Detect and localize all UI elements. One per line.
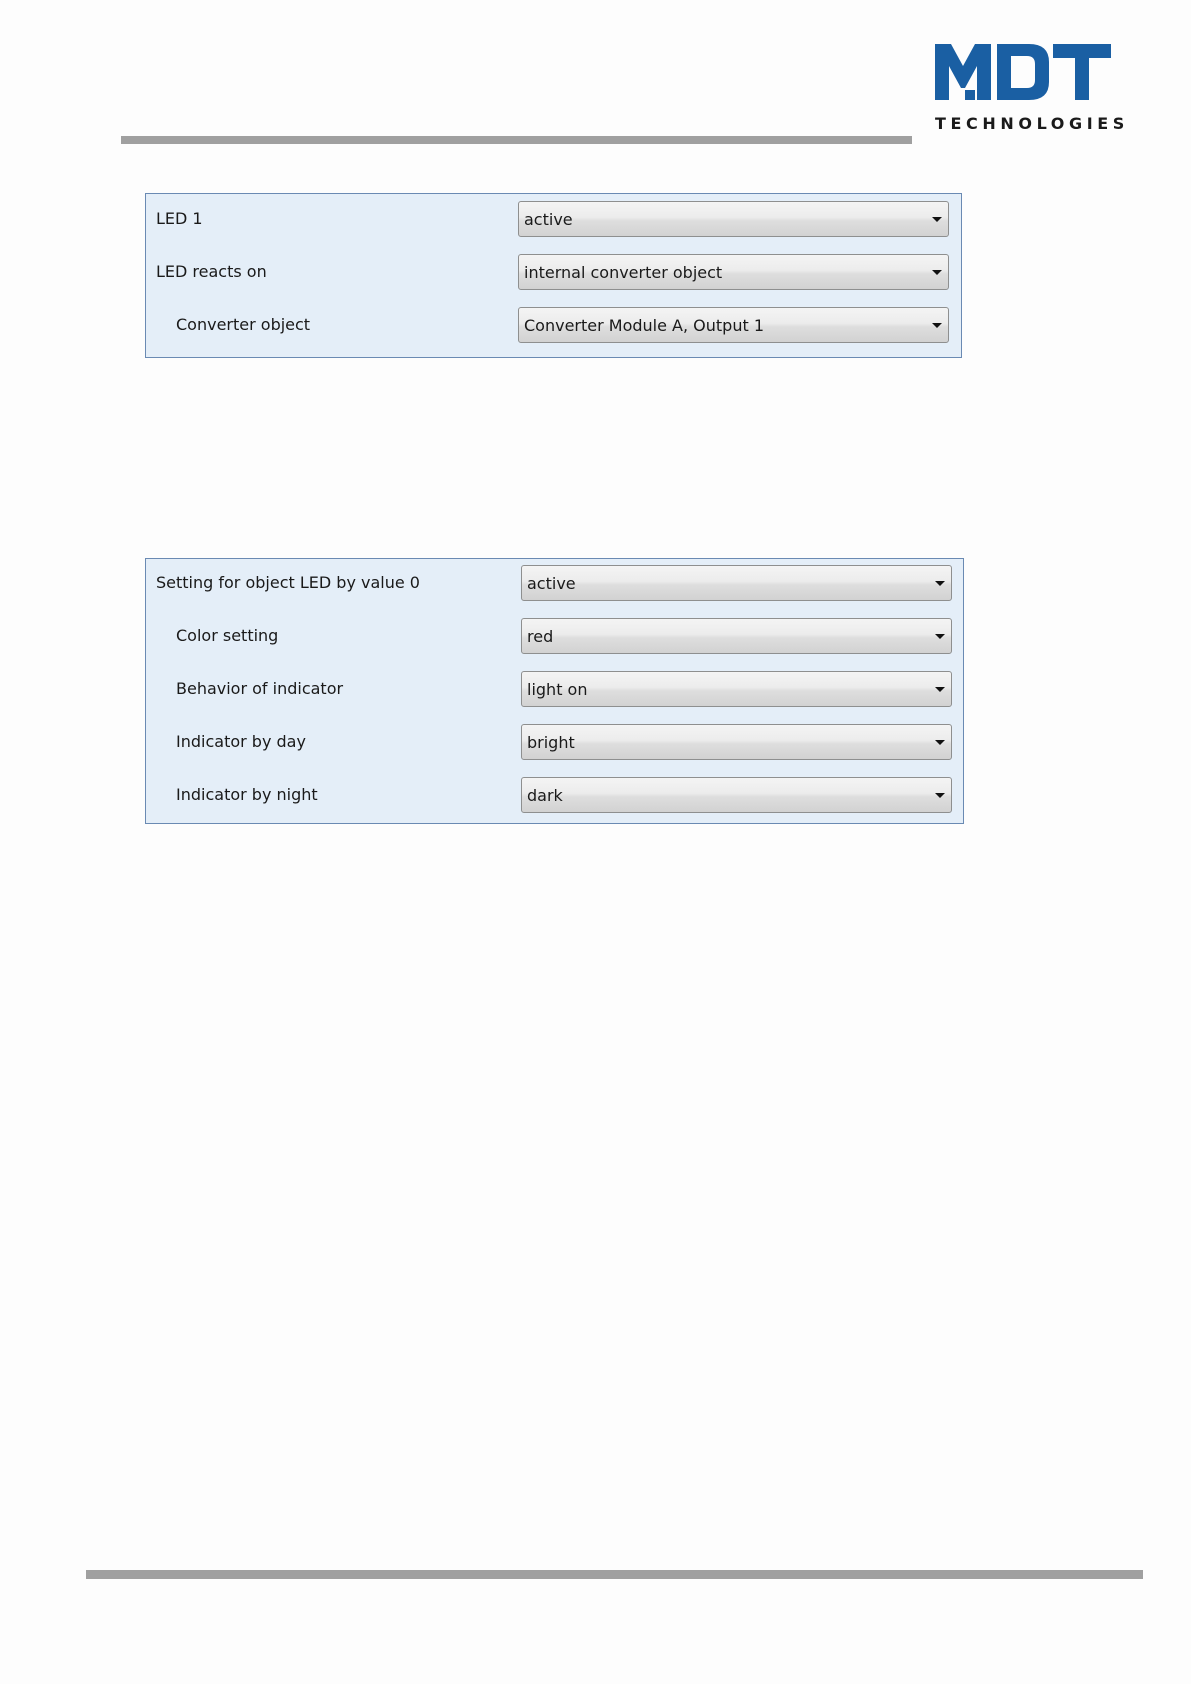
param-row-behavior-of-indicator <box>146 671 963 711</box>
chevron-down-icon <box>935 687 945 692</box>
led-value0-parameter-panel <box>145 558 964 824</box>
behavior-of-indicator-dropdown[interactable] <box>521 671 952 707</box>
setting-value-0-dropdown[interactable] <box>521 565 952 601</box>
indicator-by-day-dropdown-value: bright <box>527 733 575 752</box>
param-label-setting-value-0: Setting for object LED by value 0 <box>156 573 420 592</box>
param-row-led-reacts-on <box>146 254 961 294</box>
mdt-logo <box>935 44 1129 134</box>
led-reacts-on-dropdown[interactable] <box>518 254 949 290</box>
param-row-color-setting <box>146 618 963 658</box>
led-1-dropdown[interactable] <box>518 201 949 237</box>
param-label-converter-object: Converter object <box>176 315 311 334</box>
indicator-by-night-dropdown[interactable] <box>521 777 952 813</box>
param-row-led-1 <box>146 201 961 241</box>
indicator-by-night-dropdown-value: dark <box>527 786 563 805</box>
chevron-down-icon <box>935 581 945 586</box>
led-parameter-panel <box>145 193 962 358</box>
param-row-setting-value-0 <box>146 565 963 605</box>
chevron-down-icon <box>932 323 942 328</box>
indicator-by-day-dropdown[interactable] <box>521 724 952 760</box>
color-setting-dropdown[interactable] <box>521 618 952 654</box>
param-label-led-1: LED 1 <box>156 209 203 228</box>
param-label-indicator-by-night: Indicator by night <box>176 785 318 804</box>
behavior-of-indicator-dropdown-value: light on <box>527 680 588 699</box>
param-row-converter-object <box>146 307 961 347</box>
chevron-down-icon <box>935 634 945 639</box>
logo-subtitle: TECHNOLOGIES <box>935 114 1129 133</box>
param-row-indicator-by-night <box>146 777 963 817</box>
led-reacts-on-dropdown-value: internal converter object <box>524 263 723 282</box>
param-label-color-setting: Color setting <box>176 626 279 645</box>
footer-rule <box>86 1570 1143 1579</box>
converter-object-dropdown[interactable] <box>518 307 949 343</box>
param-label-behavior-of-indicator: Behavior of indicator <box>176 679 344 698</box>
chevron-down-icon <box>935 793 945 798</box>
chevron-down-icon <box>932 217 942 222</box>
chevron-down-icon <box>935 740 945 745</box>
setting-value-0-dropdown-value: active <box>527 574 576 593</box>
chevron-down-icon <box>932 270 942 275</box>
param-row-indicator-by-day <box>146 724 963 764</box>
color-setting-dropdown-value: red <box>527 627 554 646</box>
header-rule <box>121 136 912 144</box>
converter-object-dropdown-value: Converter Module A, Output 1 <box>524 316 764 335</box>
mdt-logo-mark <box>935 44 1111 104</box>
param-label-indicator-by-day: Indicator by day <box>176 732 306 751</box>
led-1-dropdown-value: active <box>524 210 573 229</box>
param-label-led-reacts-on: LED reacts on <box>156 262 267 281</box>
